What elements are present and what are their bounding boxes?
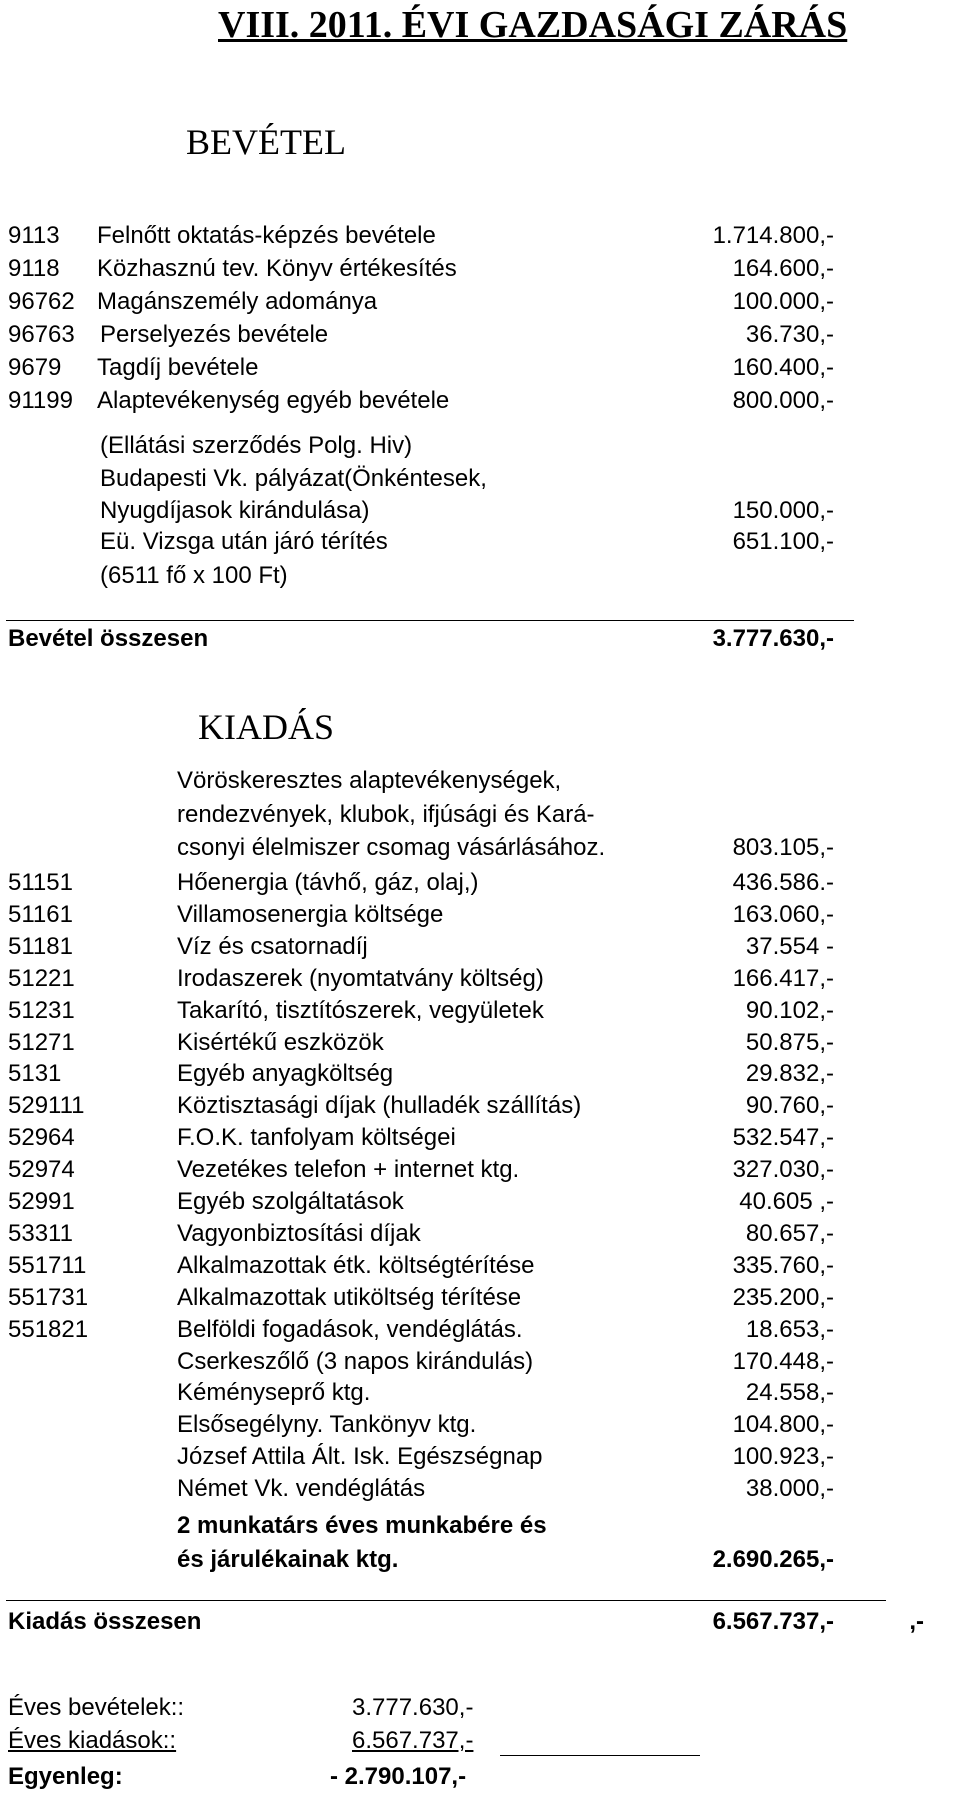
row-description: Vagyonbiztosítási díjak	[177, 1220, 421, 1247]
row-description: Alaptevékenység egyéb bevétele	[97, 387, 450, 414]
row-amount: 335.760,-	[732, 1252, 834, 1279]
row-amount: 37.554 -	[745, 933, 834, 960]
expense-total-rule	[6, 1600, 886, 1601]
row-amount: 532.547,-	[732, 1124, 834, 1151]
row-description: Elsősegélyny. Tankönyv ktg.	[177, 1411, 477, 1438]
row-description: Közhasznú tev. Könyv értékesítés	[97, 255, 457, 282]
row-description: József Attila Ált. Isk. Egészségnap	[177, 1443, 543, 1470]
row-description: Magánszemély adománya	[97, 288, 378, 315]
income-note-line: (Ellátási szerződés Polg. Hiv)	[100, 432, 413, 459]
row-amount: 24.558,-	[745, 1379, 834, 1406]
income-note-line: Eü. Vizsga után járó térítés	[100, 528, 388, 555]
row-description: Tagdíj bevétele	[97, 354, 259, 381]
income-total-rule	[6, 620, 854, 621]
row-description: Felnőtt oktatás-képzés bevétele	[97, 222, 436, 249]
row-description: Köztisztasági díjak (hulladék szállítás)	[177, 1092, 582, 1119]
row-description: Kéményseprő ktg.	[177, 1379, 371, 1406]
row-code: 5131	[8, 1060, 62, 1087]
income-note-line: Nyugdíjasok kirándulása)	[100, 497, 370, 524]
row-amount: 100.000,-	[732, 288, 834, 315]
row-code: 53311	[8, 1220, 73, 1247]
income-note-amount: 651.100,-	[732, 528, 834, 555]
summary-expense-amount: 6.567.737,-	[352, 1727, 474, 1754]
row-amount: 40.605 ,-	[739, 1188, 834, 1215]
row-description: Víz és csatornadíj	[177, 933, 368, 960]
row-amount: 29.832,-	[745, 1060, 834, 1087]
wage-line: 2 munkatárs éves munkabére és	[177, 1512, 547, 1539]
row-code: 96762	[8, 288, 75, 315]
row-amount: 166.417,-	[732, 965, 834, 992]
expense-heading: KIADÁS	[198, 707, 335, 747]
row-amount: 36.730,-	[745, 321, 834, 348]
row-description: Egyéb szolgáltatások	[177, 1188, 404, 1215]
expense-intro-line: csonyi élelmiszer csomag vásárlásához.	[177, 834, 606, 861]
row-amount: 18.653,-	[745, 1316, 834, 1343]
row-amount: 100.923,-	[732, 1443, 834, 1470]
row-amount: 160.400,-	[732, 354, 834, 381]
row-description: Belföldi fogadások, vendéglátás.	[177, 1316, 523, 1343]
expense-total-amount: 6.567.737,-	[712, 1608, 834, 1635]
row-code: 51161	[8, 901, 73, 928]
summary-expense-label: Éves kiadások::	[8, 1727, 177, 1754]
row-code: 9679	[8, 354, 62, 381]
row-code: 51151	[8, 869, 73, 896]
row-description: Takarító, tisztítószerek, vegyületek	[177, 997, 544, 1024]
row-amount: 800.000,-	[732, 387, 834, 414]
summary-balance-amount: - 2.790.107,-	[330, 1763, 467, 1790]
row-code: 9118	[8, 255, 60, 282]
row-code: 51221	[8, 965, 75, 992]
row-code: 51181	[8, 933, 73, 960]
row-code: 551731	[8, 1284, 89, 1311]
income-total-amount: 3.777.630,-	[712, 625, 834, 652]
row-code: 96763	[8, 321, 75, 348]
row-description: Perselyezés bevétele	[100, 321, 329, 348]
row-amount: 164.600,-	[732, 255, 834, 282]
wage-amount: 2.690.265,-	[712, 1546, 834, 1573]
row-code: 529111	[8, 1092, 85, 1119]
summary-income-amount: 3.777.630,-	[352, 1694, 474, 1721]
income-heading: BEVÉTEL	[186, 122, 346, 162]
row-description: Irodaszerek (nyomtatvány költség)	[177, 965, 544, 992]
row-code: 91199	[8, 387, 73, 414]
expense-intro-line: rendezvények, klubok, ifjúsági és Kará-	[177, 801, 595, 828]
summary-rule	[500, 1755, 700, 1756]
expense-intro-line: Vöröskeresztes alaptevékenységek,	[177, 767, 562, 794]
expense-total-extra: ,-	[909, 1608, 924, 1635]
row-amount: 38.000,-	[745, 1475, 834, 1502]
page-title: VIII. 2011. ÉVI GAZDASÁGI ZÁRÁS	[218, 4, 848, 46]
income-note-amount: 150.000,-	[732, 497, 834, 524]
row-code: 52964	[8, 1124, 75, 1151]
row-code: 52974	[8, 1156, 75, 1183]
income-note-line: Budapesti Vk. pályázat(Önkéntesek,	[100, 465, 487, 492]
row-amount: 235.200,-	[732, 1284, 834, 1311]
expense-total-label: Kiadás összesen	[8, 1608, 202, 1635]
row-amount: 90.760,-	[745, 1092, 834, 1119]
row-description: Cserkeszőlő (3 napos kirándulás)	[177, 1348, 534, 1375]
income-total-label: Bevétel összesen	[8, 625, 209, 652]
row-description: Alkalmazottak étk. költségtérítése	[177, 1252, 535, 1279]
row-description: Alkalmazottak utiköltség térítése	[177, 1284, 522, 1311]
expense-intro-amount: 803.105,-	[732, 834, 834, 861]
row-code: 551711	[8, 1252, 87, 1279]
row-code: 51231	[8, 997, 75, 1024]
row-description: F.O.K. tanfolyam költségei	[177, 1124, 456, 1151]
row-amount: 50.875,-	[745, 1029, 834, 1056]
wage-line: és járulékainak ktg.	[177, 1546, 399, 1573]
row-code: 52991	[8, 1188, 75, 1215]
row-amount: 90.102,-	[745, 997, 834, 1024]
row-amount: 1.714.800,-	[712, 222, 834, 249]
row-amount: 163.060,-	[732, 901, 834, 928]
row-amount: 80.657,-	[745, 1220, 834, 1247]
summary-balance-label: Egyenleg:	[8, 1763, 123, 1790]
row-description: Hőenergia (távhő, gáz, olaj,)	[177, 869, 479, 896]
income-note-line: (6511 fő x 100 Ft)	[100, 562, 288, 589]
row-description: Villamosenergia költsége	[177, 901, 444, 928]
row-description: Német Vk. vendéglátás	[177, 1475, 426, 1502]
row-description: Egyéb anyagköltség	[177, 1060, 394, 1087]
row-description: Kisértékű eszközök	[177, 1029, 384, 1056]
row-code: 551821	[8, 1316, 89, 1343]
row-amount: 170.448,-	[732, 1348, 834, 1375]
row-code: 51271	[8, 1029, 75, 1056]
row-amount: 436.586.-	[732, 869, 834, 896]
row-code: 9113	[8, 222, 60, 249]
row-description: Vezetékes telefon + internet ktg.	[177, 1156, 520, 1183]
row-amount: 327.030,-	[732, 1156, 834, 1183]
summary-income-label: Éves bevételek::	[8, 1694, 185, 1721]
row-amount: 104.800,-	[732, 1411, 834, 1438]
